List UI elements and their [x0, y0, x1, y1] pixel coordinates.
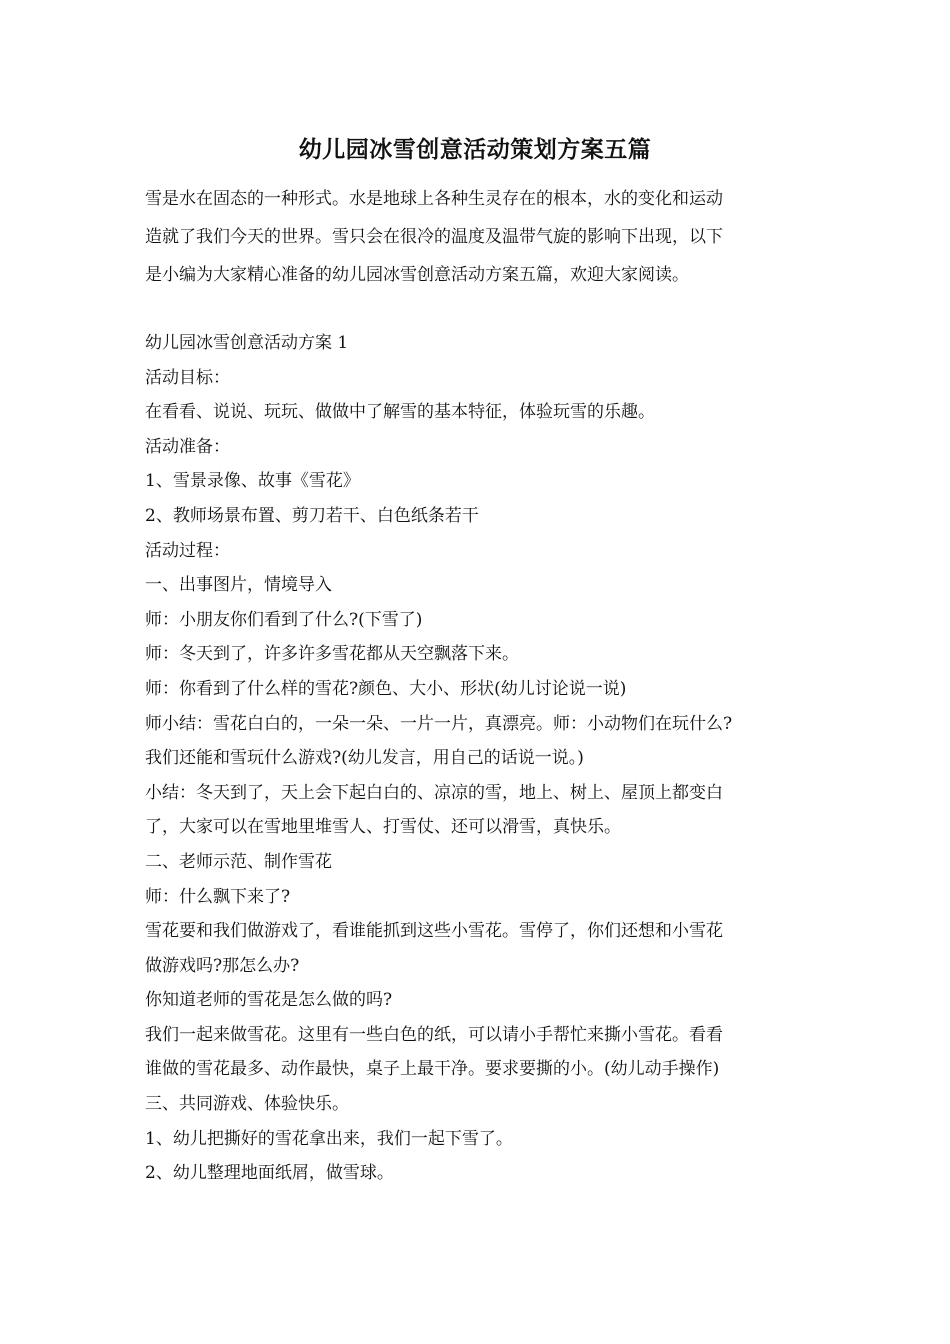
text-line: 师：你看到了什么样的雪花?颜色、大小、形状(幼儿讨论说一说): [145, 678, 627, 699]
text-line: 小结：冬天到了，天上会下起白白的、凉凉的雪，地上、树上、屋顶上都变白: [145, 782, 723, 803]
intro-line: 雪是水在固态的一种形式。水是地球上各种生灵存在的根本，水的变化和运动: [145, 189, 723, 209]
text-line: 师：什么飘下来了?: [145, 886, 291, 907]
text-line: 1、幼儿把撕好的雪花拿出来，我们一起下雪了。: [145, 1128, 513, 1149]
document-title: 幼儿园冰雪创意活动策划方案五篇: [298, 136, 652, 163]
intro-line: 造就了我们今天的世界。雪只会在很冷的温度及温带气旋的影响下出现，以下: [145, 227, 723, 247]
text-line: 你知道老师的雪花是怎么做的吗?: [145, 990, 393, 1011]
text-line: 了，大家可以在雪地里堆雪人、打雪仗、还可以滑雪，真快乐。: [145, 817, 621, 838]
text-line: 雪花要和我们做游戏了，看谁能抓到这些小雪花。雪停了，你们还想和小雪花: [145, 921, 723, 942]
text-line: 二、老师示范、制作雪花: [145, 851, 332, 872]
text-line: 师：冬天到了，许多许多雪花都从天空飘落下来。: [145, 644, 519, 665]
text-line: 师小结：雪花白白的，一朵一朵、一片一片，真漂亮。师：小动物们在玩什么?: [145, 713, 733, 734]
text-line: 活动目标：: [145, 367, 230, 388]
text-line: 活动过程：: [145, 540, 230, 561]
text-line: 在看看、说说、玩玩、做做中了解雪的基本特征，体验玩雪的乐趣。: [145, 402, 655, 423]
text-line: 三、共同游戏、体验快乐。: [145, 1094, 349, 1115]
intro-paragraph: [145, 180, 810, 294]
text-line: 一、出事图片，情境导入: [145, 575, 332, 596]
text-line: 谁做的雪花最多、动作最快，桌子上最干净。要求要撕的小。(幼儿动手操作): [145, 1059, 720, 1080]
section-heading: 幼儿园冰雪创意活动方案 1: [145, 333, 349, 353]
text-line: 师：小朋友你们看到了什么?(下雪了): [145, 609, 423, 630]
plan-section-1: [145, 326, 810, 1191]
text-line: 我们还能和雪玩什么游戏?(幼儿发言，用自己的话说一说。): [145, 748, 584, 769]
text-line: 2、教师场景布置、剪刀若干、白色纸条若干: [145, 505, 479, 526]
text-line: 2、幼儿整理地面纸屑，做雪球。: [145, 1163, 394, 1184]
text-line: 我们一起来做雪花。这里有一些白色的纸，可以请小手帮忙来撕小雪花。看看: [145, 1024, 723, 1045]
text-line: 1、雪景录像、故事《雪花》: [145, 471, 360, 492]
intro-line: 是小编为大家精心准备的幼儿园冰雪创意活动方案五篇，欢迎大家阅读。: [145, 265, 689, 285]
text-line: 活动准备：: [145, 436, 230, 457]
text-line: 做游戏吗?那怎么办?: [145, 955, 300, 976]
